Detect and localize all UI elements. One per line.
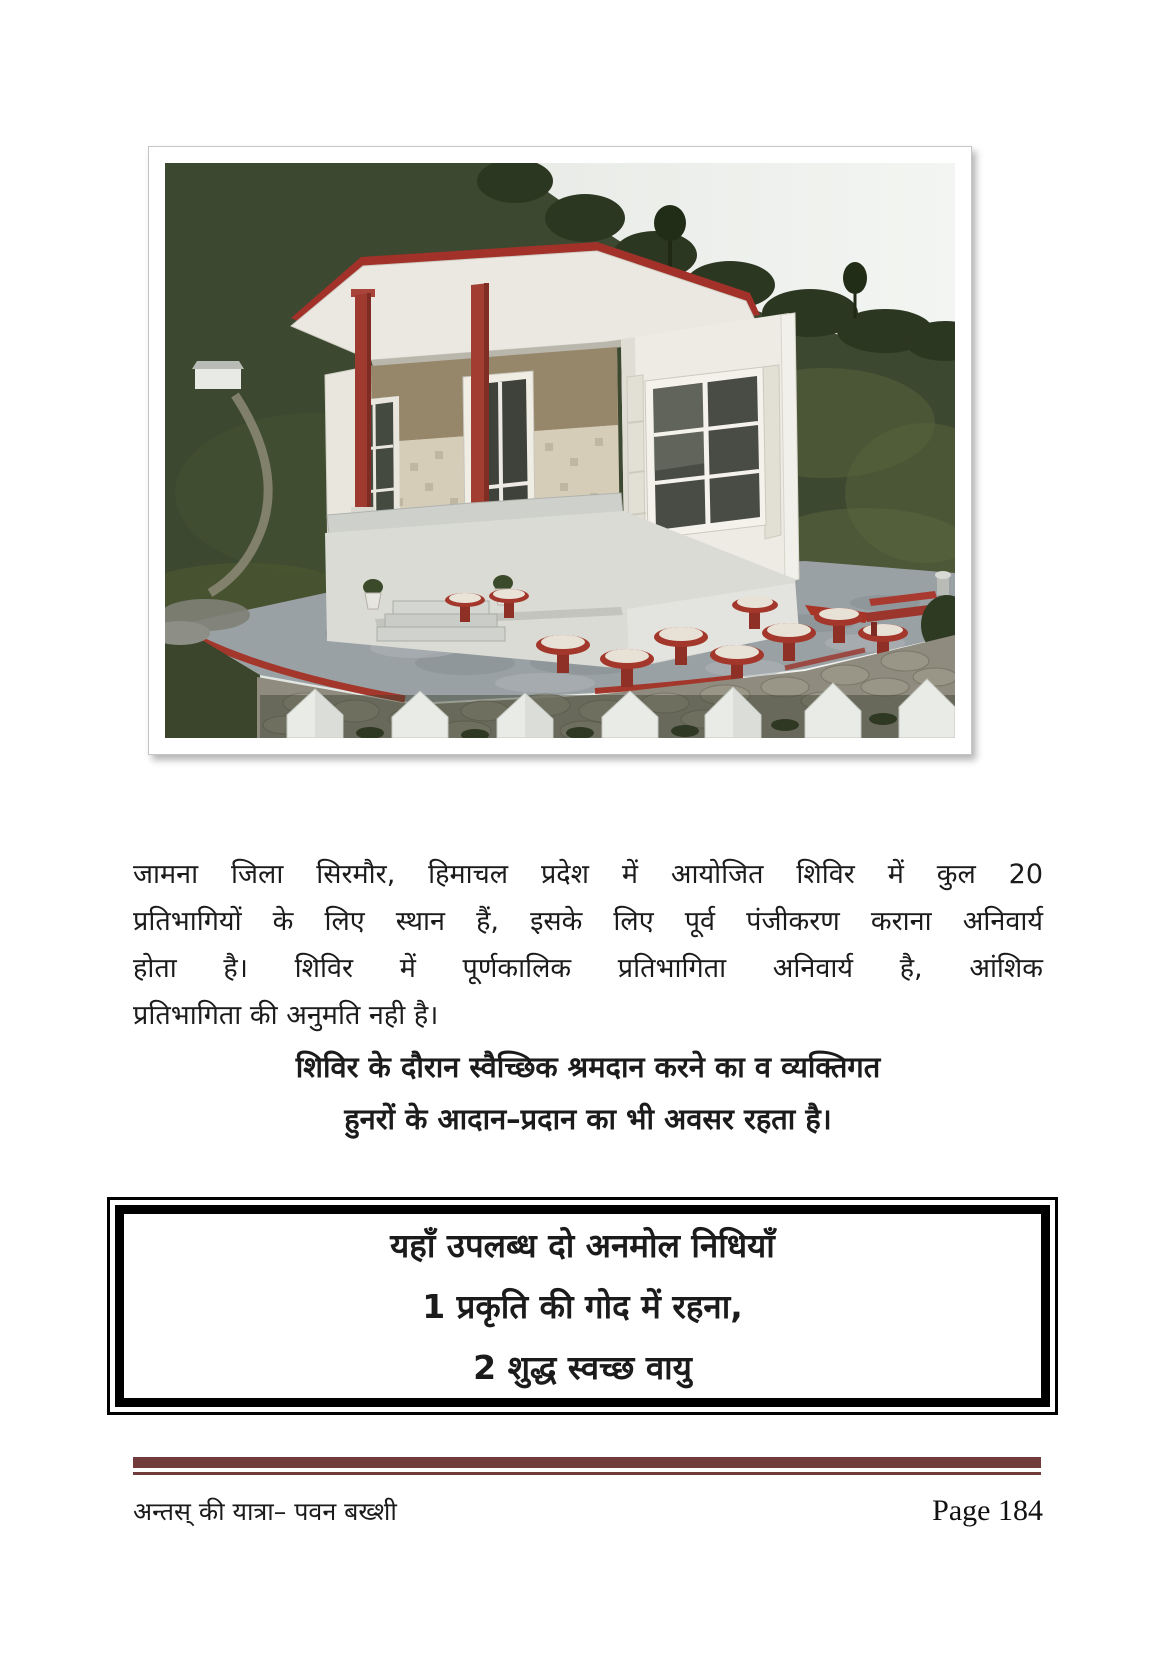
highlight-text	[133, 1041, 1043, 1145]
page-footer	[133, 1494, 1043, 1528]
photo-building-terrace	[165, 163, 955, 738]
paragraph-line: प्रतिभागिता की अनुमति नही है।	[133, 1000, 439, 1031]
footer-rule-thin-bar	[133, 1472, 1041, 1475]
box-item-2: 2 शुद्ध स्वच्छ वायु	[473, 1347, 692, 1387]
paragraph-line: जामना जिला सिरमौर, हिमाचल प्रदेश में आयोजित शिविर में कुल 20	[133, 859, 1043, 890]
box-item-1: 1 प्रकृति की गोद में रहना,	[422, 1286, 743, 1326]
paragraph-line: होता है। शिविर में पूर्णकालिक प्रतिभागिता अनिवार्य है, आंशिक	[133, 953, 1043, 984]
highlight-line: शिविर के दौरान स्वैच्छिक श्रमदान करने का व व्यक्तिगत	[295, 1050, 881, 1084]
photo-frame	[148, 146, 972, 755]
footer-book-title: अन्तस् की यात्रा– पवन बख्शी	[133, 1497, 397, 1526]
box-title: यहाँ उपलब्ध दो अनमोल निधियाँ	[390, 1225, 775, 1265]
highlight-line: हुनरों के आदान–प्रदान का भी अवसर रहता है।	[344, 1102, 832, 1136]
footer-page-number: Page 184	[932, 1494, 1043, 1527]
highlight-box-inner	[115, 1205, 1050, 1407]
footer-rule-thick-bar	[133, 1457, 1041, 1468]
highlight-box	[107, 1197, 1058, 1415]
paragraph-line: प्रतिभागियों के लिए स्थान हैं, इसके लिए पूर्व पंजीकरण कराना अनिवार्य	[133, 906, 1043, 937]
footer-rule	[133, 1457, 1041, 1475]
photo-building	[291, 242, 799, 669]
body-paragraph	[133, 851, 1043, 1039]
